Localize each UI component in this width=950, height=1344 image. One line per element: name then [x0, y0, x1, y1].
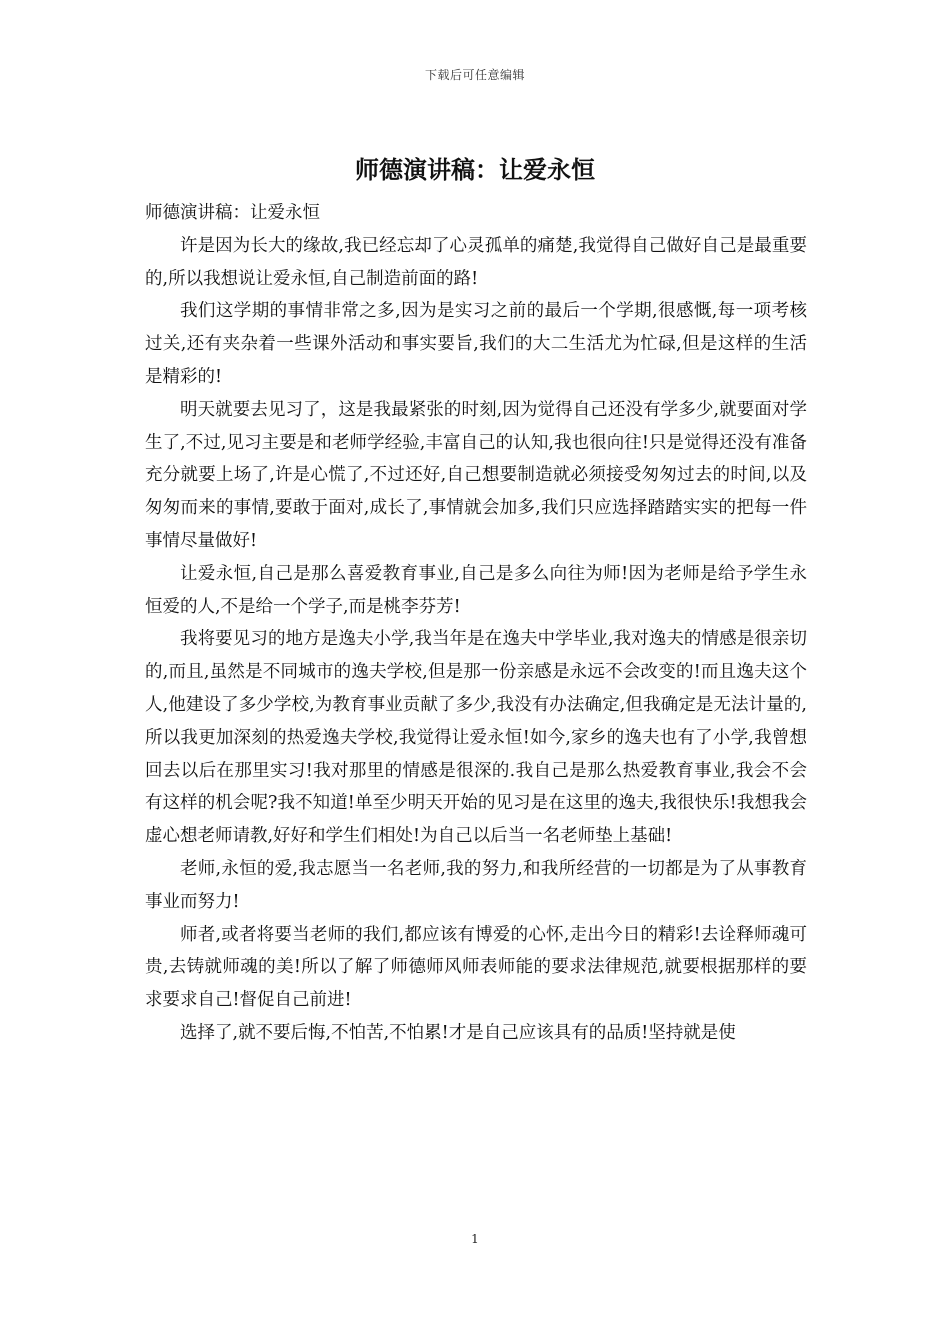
paragraph-8: 选择了,就不要后悔,不怕苦,不怕累!才是自己应该具有的品质!坚持就是使: [180, 1022, 736, 1043]
paragraph-1: 许是因为长大的缘故,我已经忘却了心灵孤单的痛楚,我觉得自己做好自己是最重要的,所以我想说让爱永恒,自己制造前面的路!: [145, 235, 807, 289]
paragraph-2: 我们这学期的事情非常之多,因为是实习之前的最后一个学期,很感慨,每一项考核过关,还有夹杂着一些课外活动和事实要旨,我们的大二生活尤为忙碌,但是这样的生活是精彩的!: [145, 301, 807, 387]
document-body: [145, 197, 807, 1050]
paragraph-6: 老师,永恒的爱,我志愿当一名老师,我的努力,和我所经营的一切都是为了从事教育事业而努力!: [145, 858, 807, 912]
paragraph-3: 明天就要去见习了，这是我最紧张的时刻,因为觉得自己还没有学多少,就要面对学生了,不过,见习主要是和老师学经验,丰富自己的认知,我也很向往!只是觉得还没有准备充分就要上场了,许是心慌了,不过还好,自己想要制造就必须接受匆匆过去的时间,以及匆匆而来的事情,要敢于面对,成长了,事情就会加多,我们只应选择踏踏实实的把每一件事情尽量做好!: [145, 399, 807, 551]
paragraph-4: 让爱永恒,自己是那么喜爱教育事业,自己是多么向往为师!因为老师是给予学生永恒爱的人,不是给一个学子,而是桃李芬芳!: [145, 563, 807, 617]
paragraph-7: 师者,或者将要当老师的我们,都应该有博爱的心怀,走出今日的精彩!去诠释师魂可贵,去铸就师魂的美!所以了解了师德师风师表师能的要求法律规范,就要根据那样的要求要求自己!督促自己前进!: [145, 924, 807, 1011]
header-note: 下载后可任意编辑: [424, 68, 525, 82]
page-number: 1: [471, 1232, 479, 1246]
paragraph-5: 我将要见习的地方是逸夫小学,我当年是在逸夫中学毕业,我对逸夫的情感是很亲切的,而且,虽然是不同城市的逸夫学校,但是那一份亲感是永远不会改变的!而且逸夫这个人,他建设了多少学校,为教育事业贡献了多少,我没有办法确定,但我确定是无法计量的,所以我更加深刻的热爱逸夫学校,我觉得让爱永恒!如今,家乡的逸夫也有了小学,我曾想回去以后在那里实习!我对那里的情感是很深的.我自己是那么热爱教育事业,我会不会有这样的机会呢?我不知道!单至少明天开始的见习是在这里的逸夫,我很快乐!我想我会虚心想老师请教,好好和学生们相处!为自己以后当一名老师垫上基础!: [145, 629, 807, 847]
document-subtitle: 师德演讲稿：让爱永恒: [145, 203, 320, 223]
document-title: 师德演讲稿：让爱永恒: [355, 155, 595, 184]
